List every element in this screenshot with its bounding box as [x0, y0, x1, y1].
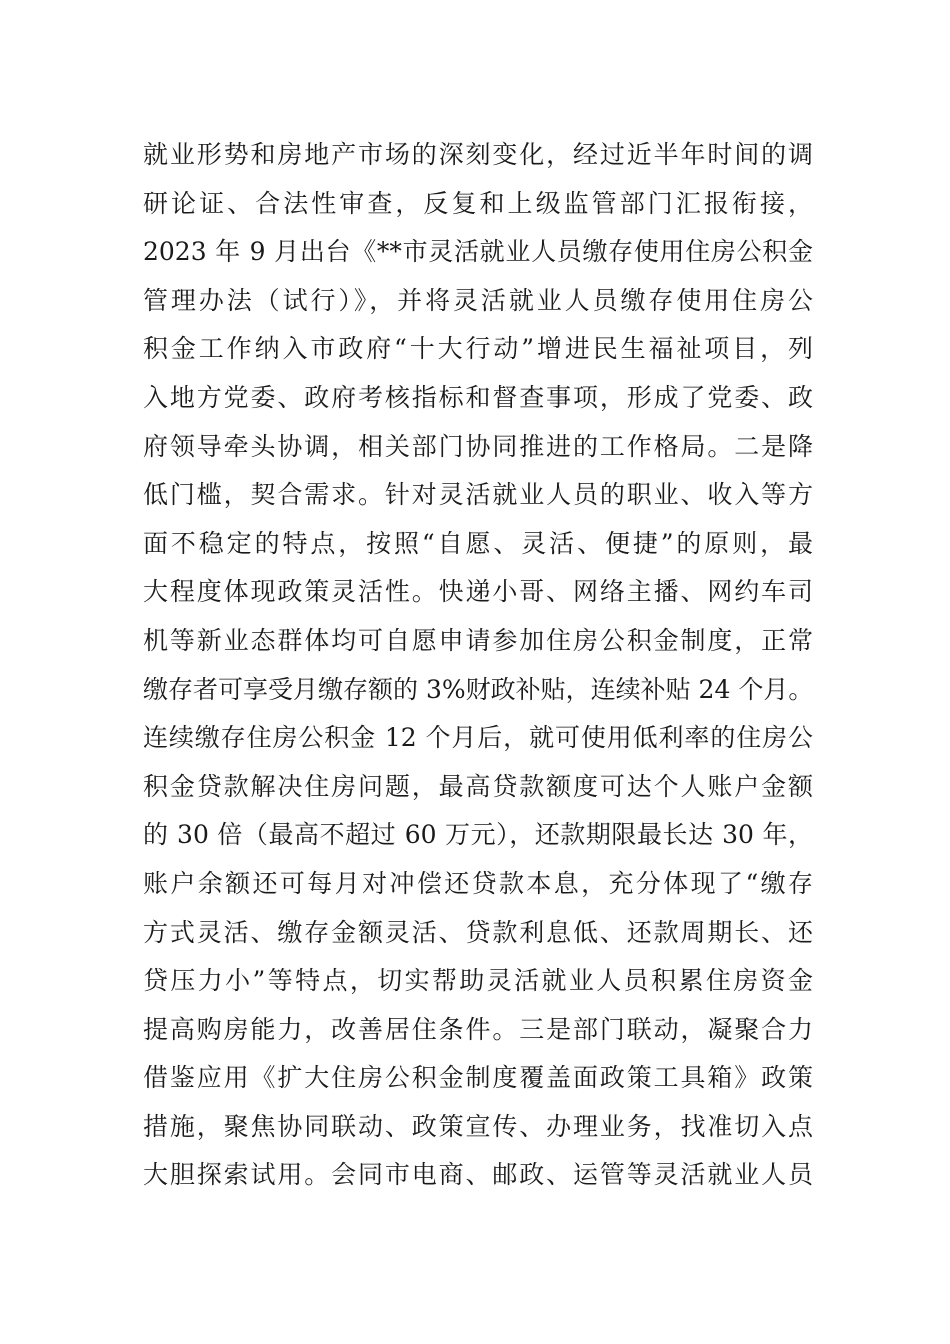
text-line: 大程度体现政策灵活性。快递小哥、网络主播、网约车司 [143, 577, 813, 607]
text-line: 2023 年 9 月出台《**市灵活就业人员缴存使用住房公积金 [143, 237, 813, 267]
text-line: 入地方党委、政府考核指标和督查事项，形成了党委、政 [143, 382, 813, 412]
text-line: 管理办法（试行）》，并将灵活就业人员缴存使用住房公 [143, 285, 813, 315]
text-line: 措施，聚焦协同联动、政策宣传、办理业务，找准切入点 [143, 1111, 813, 1141]
text-line: 缴存者可享受月缴存额的 3%财政补贴，连续补贴 24 个月。 [143, 674, 814, 704]
text-line: 面不稳定的特点，按照“自愿、灵活、便捷”的原则，最 [143, 528, 813, 558]
text-line: 低门槛，契合需求。针对灵活就业人员的职业、收入等方 [143, 480, 813, 510]
text-line: 的 30 倍（最高不超过 60 万元），还款期限最长达 30 年， [143, 820, 813, 850]
text-line: 方式灵活、缴存金额灵活、贷款利息低、还款周期长、还 [143, 917, 813, 947]
text-line: 府领导牵头协调，相关部门协同推进的工作格局。二是降 [143, 431, 813, 461]
text-line: 连续缴存住房公积金 12 个月后，就可使用低利率的住房公 [143, 723, 813, 753]
text-line: 积金工作纳入市政府“十大行动”增进民生福祉项目，列 [143, 334, 813, 364]
text-line: 机等新业态群体均可自愿申请参加住房公积金制度，正常 [143, 625, 813, 655]
text-line: 借鉴应用《扩大住房公积金制度覆盖面政策工具箱》政策 [143, 1063, 813, 1093]
body-text [143, 131, 813, 1200]
text-line: 就业形势和房地产市场的深刻变化，经过近半年时间的调 [143, 140, 813, 169]
text-line: 积金贷款解决住房问题，最高贷款额度可达个人账户金额 [143, 771, 813, 801]
text-line: 大胆探索试用。会同市电商、邮政、运管等灵活就业人员 [143, 1160, 813, 1190]
text-line: 研论证、合法性审查，反复和上级监管部门汇报衔接， [143, 188, 813, 218]
text-line: 账户余额还可每月对冲偿还贷款本息，充分体现了“缴存 [143, 868, 813, 898]
text-line: 提高购房能力，改善居住条件。三是部门联动，凝聚合力 [143, 1014, 813, 1044]
text-line: 贷压力小”等特点，切实帮助灵活就业人员积累住房资金 [143, 966, 813, 996]
